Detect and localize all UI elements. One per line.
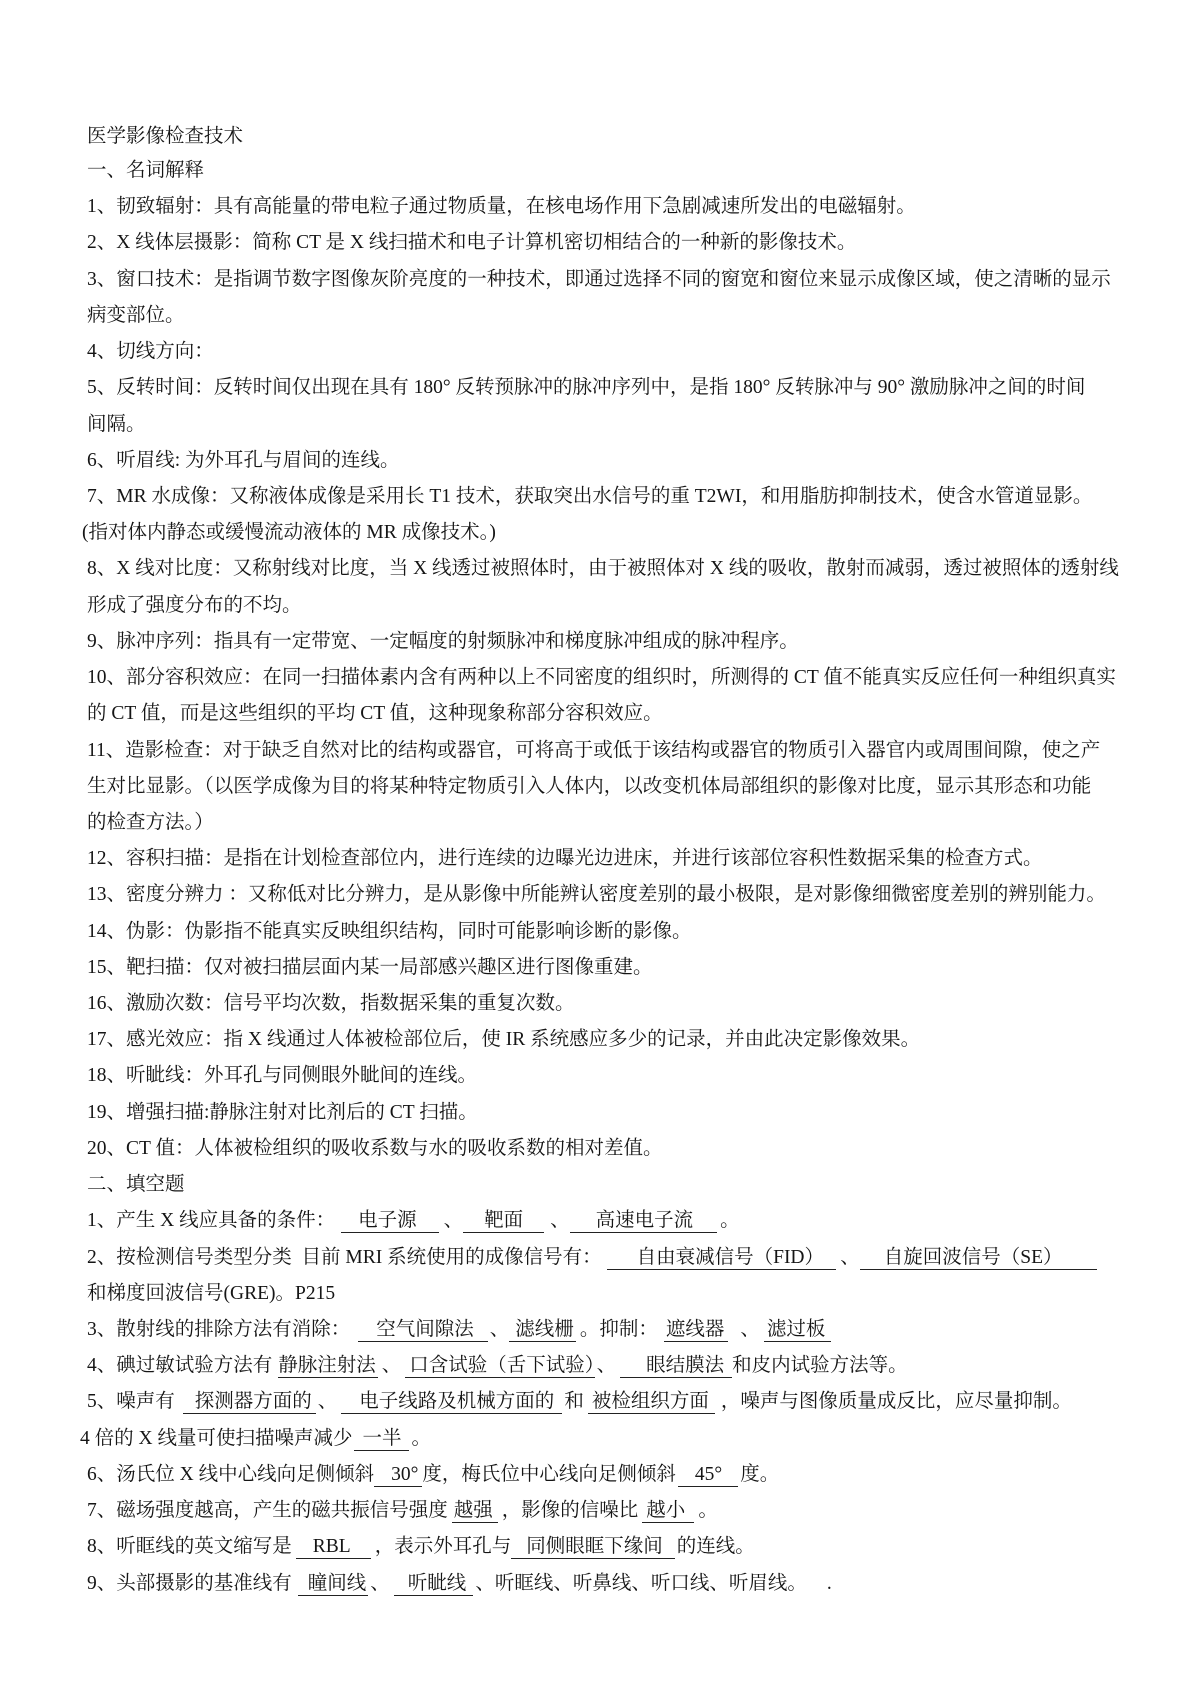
answer-blank: RBL (296, 1536, 371, 1559)
definition-line: 病变部位。 (87, 304, 185, 326)
fill-in-text: 、 (840, 1246, 860, 1268)
fill-in-line (87, 1348, 1191, 1384)
definition-line: 15、靶扫描：仅对被扫描层面内某一局部感兴趣区进行图像重建。 (87, 956, 653, 978)
fill-in-text: 和皮内试验方法等。 (732, 1355, 908, 1377)
fill-in-text: 和梯度回波信号(GRE)。P215 (87, 1282, 336, 1304)
answer-blank: 探测器方面的 (183, 1391, 316, 1414)
fill-in-text: 、 (443, 1210, 464, 1232)
fill-in-line (87, 1203, 1191, 1239)
definition-line: 1、韧致辐射：具有高能量的带电粒子通过物质量，在核电场作用下急剧减速所发出的电磁辐射。 (87, 196, 916, 218)
definition-line: 3、窗口技术：是指调节数字图像灰阶亮度的一种技术，即通过选择不同的窗宽和窗位来显示成像区域，使之清晰的显示 (87, 268, 1111, 290)
definition-line: 19、增强扫描:静脉注射对比剂后的 CT 扫描。 (87, 1101, 478, 1123)
fill-in-text: ，噪声与图像质量成反比，应尽量抑制。 (720, 1391, 1072, 1413)
fill-in-line (87, 1384, 1191, 1420)
fill-in-text: ，影像的信噪比 (501, 1500, 639, 1522)
document-title: 医学影像检查技术 (87, 126, 244, 147)
definition-line: 间隔。 (87, 413, 146, 435)
fill-in-text: 5、噪声有 (87, 1391, 175, 1413)
definition-line: 4、切线方向： (87, 341, 214, 363)
definition-line: 6、听眉线: 为外耳孔与眉间的连线。 (87, 449, 400, 471)
fill-in-text: 、 (596, 1355, 617, 1377)
answer-blank: 自由衰减信号（FID） (607, 1247, 837, 1270)
fill-in-text: 8、听眶线的英文缩写是 (87, 1536, 292, 1558)
definition-line: 7、MR 水成像：又称液体成像是采用长 T1 技术，获取突出水信号的重 T2WI，和用脂肪抑制技术，使含水管道显影。 (87, 485, 1093, 507)
answer-blank: 越小 (642, 1500, 694, 1523)
definition-line: 的检查方法。） (87, 811, 214, 833)
fill-in-text: 度。 (740, 1463, 780, 1485)
answer-blank: 45° (678, 1464, 738, 1487)
section-heading: 二、填空题 (87, 1174, 185, 1196)
answer-blank: 同侧眼眶下缘间 (511, 1536, 675, 1559)
definition-line: 17、感光效应：指 X 线通过人体被检部位后，使 IR 系统感应多少的记录，并由此决定影像效果。 (87, 1029, 921, 1051)
fill-in-line (87, 1312, 1191, 1348)
answer-blank: 听眦线 (394, 1573, 474, 1596)
answer-blank: 高速电子流 (570, 1210, 718, 1233)
fill-in-line (87, 1493, 1191, 1529)
section-heading: 一、名词解释 (87, 160, 205, 181)
fill-in-text: 、 (740, 1319, 760, 1340)
answer-blank: 一半 (354, 1428, 409, 1451)
definition-line: 9、脉冲序列：指具有一定带宽、一定幅度的射频脉冲和梯度脉冲组成的脉冲程序。 (87, 630, 799, 652)
answer-blank: 滤线栅 (509, 1319, 576, 1342)
answer-blank: 被检组织方面 (588, 1391, 715, 1414)
fill-in-text: 3、散射线的排除方法有消除： (87, 1319, 351, 1340)
definition-line: 18、听眦线：外耳孔与同侧眼外眦间的连线。 (87, 1065, 478, 1087)
answer-blank: 眼结膜法 (620, 1355, 732, 1378)
fill-in-text: 、 (381, 1355, 402, 1377)
fill-in-text: 7、磁场强度越高，产生的磁共振信号强度 (87, 1500, 448, 1522)
answer-blank: 遮线器 (664, 1319, 729, 1342)
fill-in-text: 1、产生 X 线应具备的条件： (87, 1210, 336, 1232)
definition-line: 形成了强度分布的不均。 (87, 594, 302, 616)
fill-in-text: 6、汤氏位 X 线中心线向足侧倾斜 (87, 1463, 375, 1485)
fill-in-text: 、 (370, 1572, 390, 1594)
fill-in-line (87, 1457, 1191, 1493)
definition-line: 8、X 线对比度：又称射线对比度，当 X 线透过被照体时，由于被照体对 X 线的吸收，散射而减弱，透过被照体的透射线 (87, 558, 1119, 580)
definition-line: 生对比显影。（以医学成像为目的将某种特定物质引入人体内，以改变机体局部组织的影像对比度，显示其形态和功能 (87, 775, 1092, 797)
definition-line: 13、密度分辨力 ：又称低对比分辨力，是从影像中所能辨认密度差别的最小极限，是对影像细微密度差别的辨别能力。 (87, 884, 1106, 906)
fill-in-text: 度，梅氏位中心线向足侧倾斜 (422, 1463, 676, 1485)
fill-in-text: ，表示外耳孔与 (374, 1536, 512, 1558)
fill-in-line (87, 1566, 1191, 1602)
fill-in-line (80, 1421, 1191, 1457)
definition-line: 5、反转时间：反转时间仅出现在具有 180° 反转预脉冲的脉冲序列中，是指 180° 反转脉冲与 90° 激励脉冲之间的时间 (87, 377, 1086, 399)
definition-line: 12、容积扫描：是指在计划检查部位内，进行连续的边曝光边进床，并进行该部位容积性数据采集的检查方式。 (87, 848, 1043, 870)
definition-line: 11、造影检查：对于缺乏自然对比的结构或器官，可将高于或低于该结构或器官的物质引入器官内或周围间隙，使之产 (87, 739, 1101, 761)
fill-in-text: 9、头部摄影的基准线有 (87, 1572, 292, 1594)
answer-blank: 30° (374, 1464, 422, 1487)
answer-blank: 瞳间线 (298, 1573, 369, 1596)
answer-blank: 电子线路及机械方面的 (341, 1391, 562, 1414)
fill-in-line (87, 1276, 1191, 1312)
answer-blank: 电子源 (341, 1210, 439, 1233)
definition-line: 10、部分容积效应：在同一扫描体素内含有两种以上不同密度的组织时，所测得的 CT 值不能真实反应任何一种组织真实 (87, 667, 1116, 689)
answer-blank: 越强 (452, 1500, 498, 1523)
fill-in-text: 和 (564, 1391, 584, 1413)
definition-line: 16、激励次数：信号平均次数，指数据采集的重复次数。 (87, 993, 575, 1015)
fill-in-text: . (826, 1572, 832, 1594)
answer-blank: 自旋回波信号（SE） (860, 1247, 1097, 1270)
fill-in-text: 。抑制： (579, 1319, 658, 1340)
fill-in-text: 。 (411, 1427, 431, 1449)
definition-line: (指对体内静态或缓慢流动液体的 MR 成像技术。) (82, 522, 496, 544)
definition-line: 14、伪影：伪影指不能真实反映组织结构，同时可能影响诊断的影像。 (87, 920, 692, 942)
fill-in-text: 、 (489, 1319, 510, 1340)
definition-line: 的 CT 值，而是这些组织的平均 CT 值，这种现象称部分容积效应。 (87, 703, 663, 725)
definition-line: 20、CT 值：人体被检组织的吸收系数与水的吸收系数的相对差值。 (87, 1137, 663, 1159)
fill-in-text: 。 (698, 1500, 718, 1522)
answer-blank: 靶面 (463, 1210, 544, 1233)
fill-in-text: 、听眶线、听鼻线、听口线、听眉线。 (475, 1572, 807, 1594)
fill-in-text: 、 (317, 1391, 338, 1413)
fill-in-text: 的连线。 (676, 1536, 755, 1558)
fill-in-line (87, 1240, 1191, 1276)
answer-blank: 滤过板 (764, 1319, 832, 1342)
answer-blank: 静脉注射法 (278, 1355, 376, 1377)
answer-blank: 空气间隙法 (358, 1319, 488, 1342)
fill-in-text: 2、按检测信号类型分类 目前 MRI 系统使用的成像信号有： (87, 1246, 602, 1268)
answer-blank: 口含试验（舌下试验） (405, 1355, 594, 1378)
fill-in-text: 4 倍的 X 线量可使扫描噪声减少 (80, 1427, 353, 1449)
fill-in-line (87, 1529, 1191, 1565)
fill-in-text: 、 (550, 1210, 570, 1232)
definition-line: 2、X 线体层摄影：简称 CT 是 X 线扫描术和电子计算机密切相结合的一种新的影像技术。 (87, 232, 857, 254)
fill-in-text: 。 (720, 1210, 740, 1232)
fill-in-text: 4、碘过敏试验方法有 (87, 1355, 273, 1377)
